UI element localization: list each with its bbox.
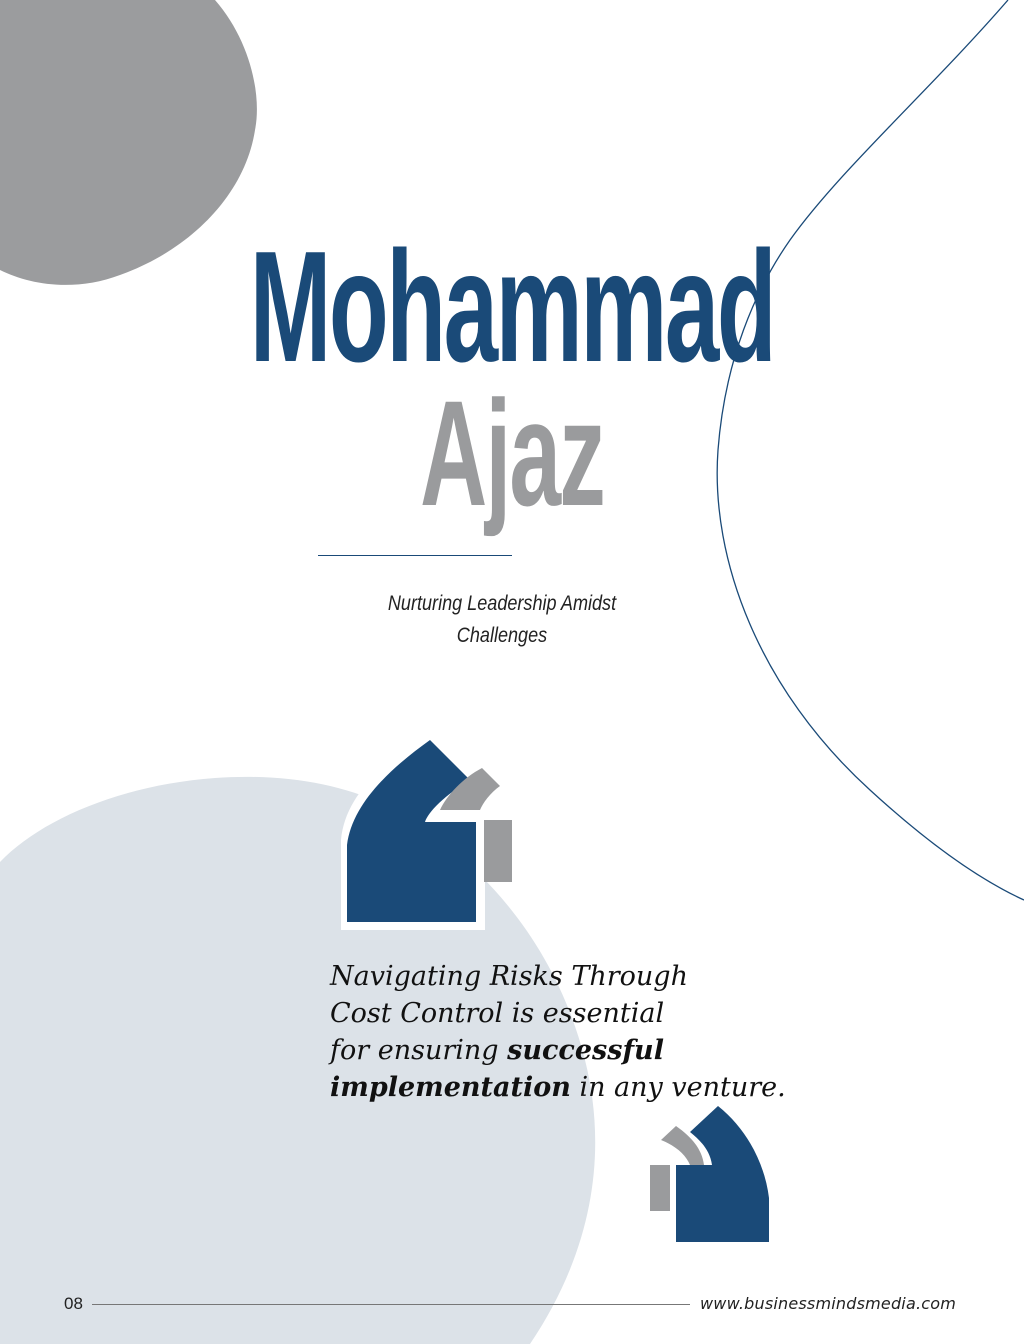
quote-line2: Cost Control is essential <box>330 998 665 1029</box>
subtitle-line1: Nurturing Leadership Amidst <box>387 592 617 615</box>
footer-divider <box>92 1304 690 1305</box>
title-divider <box>318 555 512 556</box>
subtitle-line2: Challenges <box>456 624 548 647</box>
quote-line4 <box>330 1069 800 1106</box>
quote-line3-regular: for ensuring <box>330 1035 508 1066</box>
quote-line3-bold: successful <box>507 1035 664 1066</box>
quote-line4-regular: in any venture. <box>570 1072 786 1103</box>
quote-line3 <box>330 1032 800 1069</box>
title-first-name: Mohammad <box>249 219 775 395</box>
title-last-name: Ajaz <box>420 369 604 537</box>
pull-quote <box>330 958 800 1106</box>
quote-line4-bold: implementation <box>330 1072 571 1103</box>
footer-url: www.businessmindsmedia.com <box>700 1294 957 1313</box>
quote-line1: Navigating Risks Through <box>330 961 688 992</box>
page-number: 08 <box>64 1294 83 1313</box>
subtitle <box>373 588 631 652</box>
close-quote-icon <box>650 1106 769 1242</box>
